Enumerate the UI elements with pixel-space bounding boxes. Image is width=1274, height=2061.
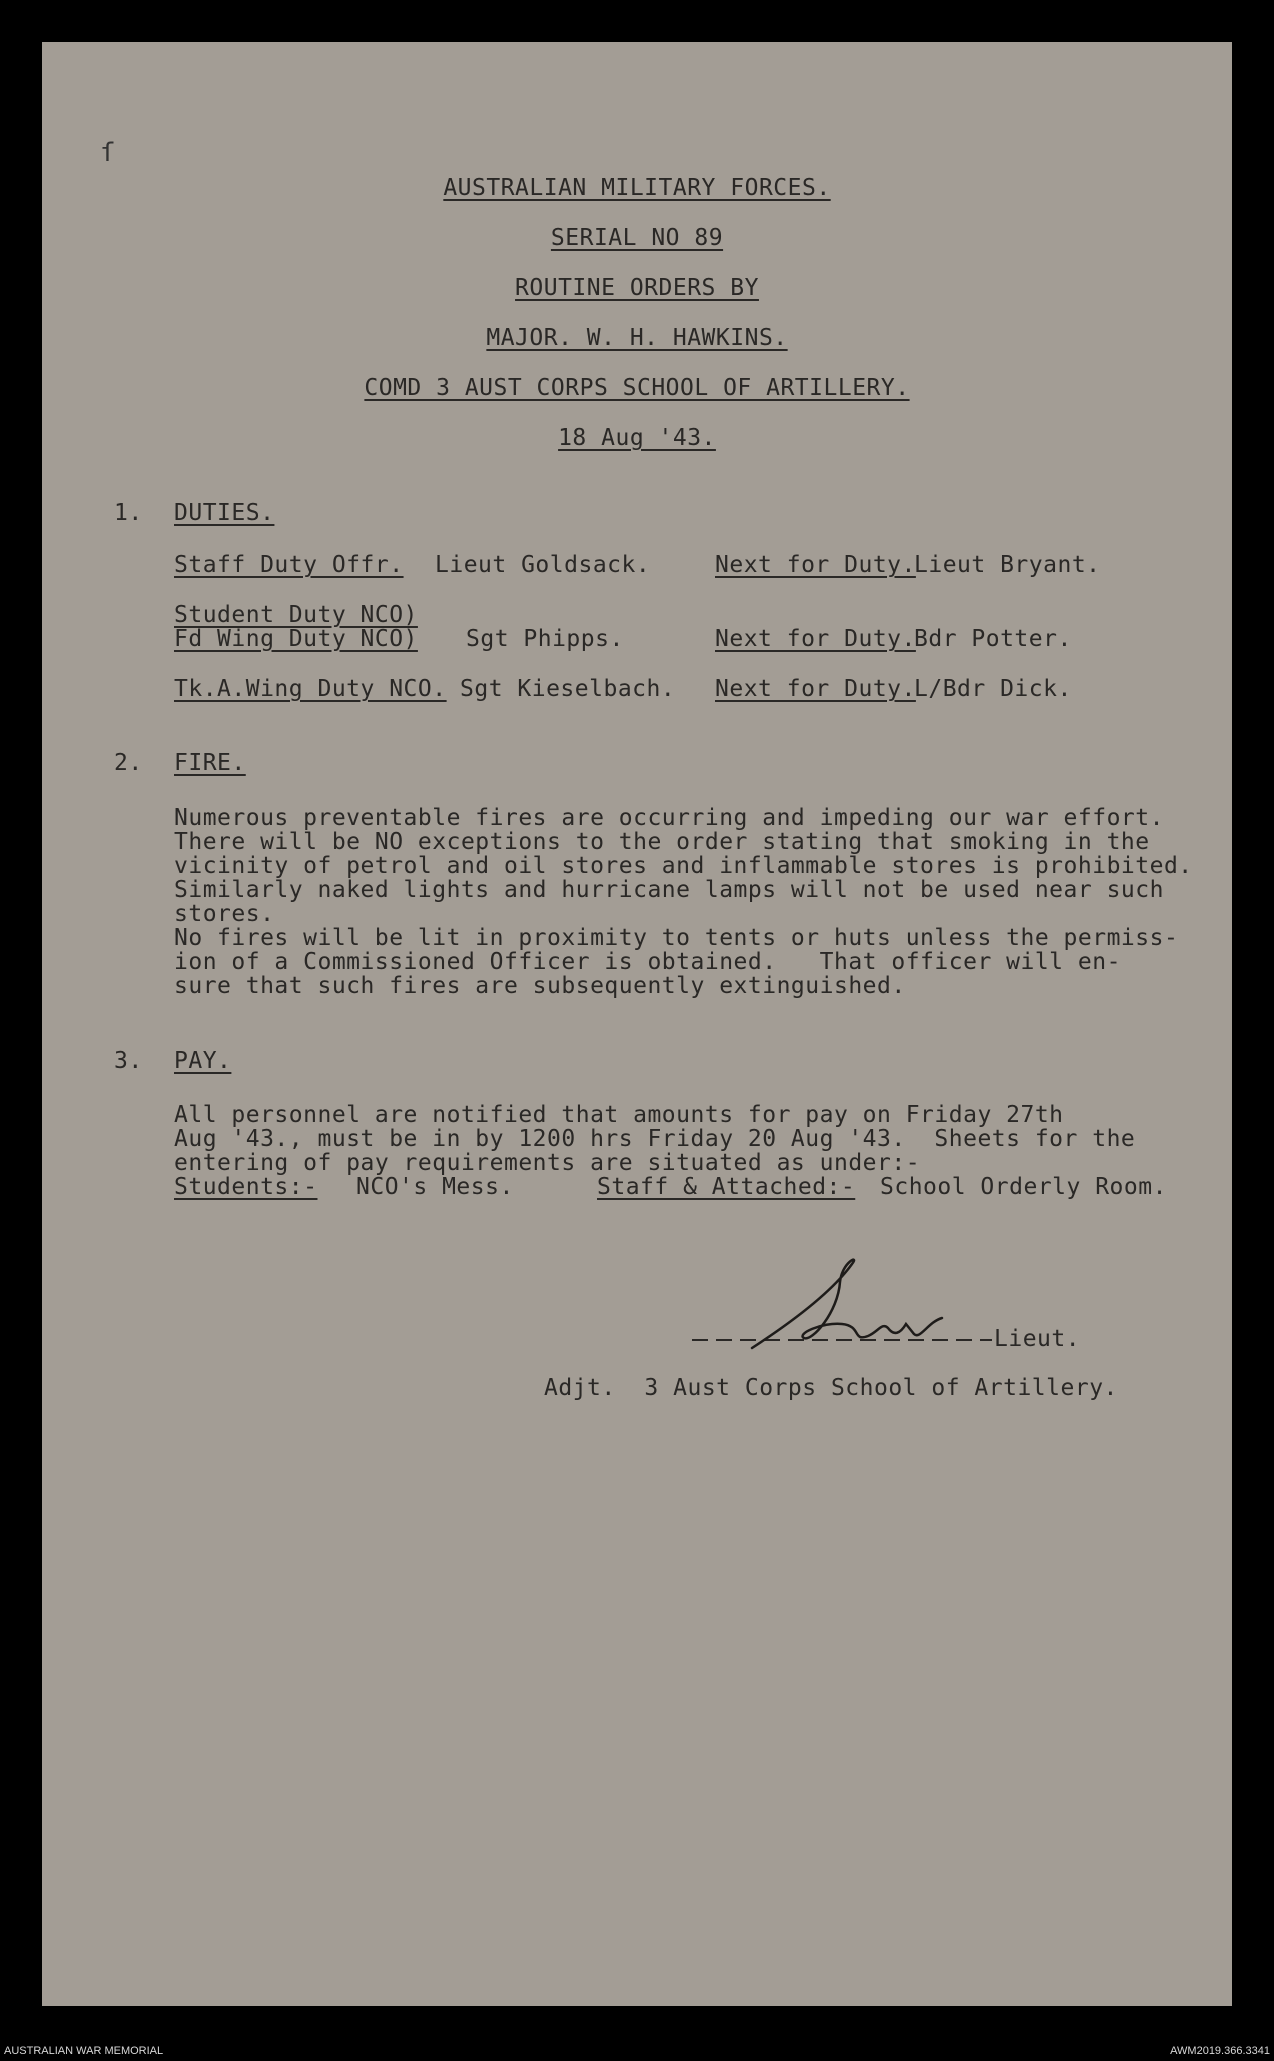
signatory-appointment: Adjt. 3 Aust Corps School of Artillery. — [544, 1375, 1118, 1401]
section-heading-duties: DUTIES. — [174, 500, 275, 526]
duty-role: Staff Duty Offr. — [174, 552, 404, 578]
duty-person: Sgt Kieselbach. — [460, 676, 676, 702]
duty-role: Student Duty NCO) — [174, 602, 418, 628]
header-title: AUSTRALIAN MILITARY FORCES. — [443, 175, 831, 201]
duty-person: Sgt Phipps. — [466, 626, 624, 652]
page-mark: ſ — [100, 138, 116, 168]
duty-role: Fd Wing Duty NCO) — [174, 626, 418, 652]
fire-text-line: vicinity of petrol and oil stores and inflammable stores is prohibited. — [174, 853, 1193, 879]
footer-source: AUSTRALIAN WAR MEMORIAL — [4, 2045, 164, 2057]
fire-text-line: sure that such fires are subsequently extinguished. — [174, 973, 906, 999]
next-duty-person: Bdr Potter. — [914, 626, 1072, 652]
pay-text-line: All personnel are notified that amounts for pay on Friday 27th — [174, 1102, 1064, 1128]
students-label: Students:- — [174, 1174, 318, 1200]
students-value: NCO's Mess. — [356, 1174, 514, 1200]
commander-name: MAJOR. W. H. HAWKINS. — [486, 325, 788, 351]
next-for-duty-label: Next for Duty. — [715, 626, 916, 652]
commander-unit: COMD 3 AUST CORPS SCHOOL OF ARTILLERY. — [364, 375, 910, 401]
section-number: 1. — [114, 500, 143, 526]
document-page — [42, 42, 1232, 2006]
next-duty-person: Lieut Bryant. — [914, 552, 1101, 578]
section-number: 2. — [114, 750, 143, 776]
pay-text-line: entering of pay requirements are situated as under:- — [174, 1150, 921, 1176]
fire-text-line: Similarly naked lights and hurricane lamps will not be used near such — [174, 877, 1164, 903]
staff-attached-value: School Orderly Room. — [880, 1174, 1167, 1200]
signatory-rank: Lieut. — [994, 1326, 1081, 1352]
section-heading-pay: PAY. — [174, 1048, 232, 1074]
duty-person: Lieut Goldsack. — [435, 552, 651, 578]
staff-attached-label: Staff & Attached:- — [597, 1174, 856, 1200]
serial-number: SERIAL NO 89 — [550, 225, 724, 251]
next-duty-person: L/Bdr Dick. — [914, 676, 1072, 702]
order-date: 18 Aug '43. — [558, 425, 716, 451]
routine-orders-by: ROUTINE ORDERS BY — [515, 275, 759, 301]
fire-text-line: ion of a Commissioned Officer is obtained. That officer will en- — [174, 949, 1121, 975]
fire-text-line: Numerous preventable fires are occurring and impeding our war effort. — [174, 805, 1164, 831]
next-for-duty-label: Next for Duty. — [715, 676, 916, 702]
pay-text-line: Aug '43., must be in by 1200 hrs Friday 20 Aug '43. Sheets for the — [174, 1126, 1136, 1152]
section-heading-fire: FIRE. — [174, 750, 246, 776]
fire-text-line: stores. — [174, 901, 275, 927]
handwritten-signature — [692, 1252, 1002, 1372]
fire-text-line: There will be NO exceptions to the order stating that smoking in the — [174, 829, 1150, 855]
fire-text-line: No fires will be lit in proximity to tents or huts unless the permiss- — [174, 925, 1179, 951]
next-for-duty-label: Next for Duty. — [715, 552, 916, 578]
duty-role: Tk.A.Wing Duty NCO. — [174, 676, 447, 702]
footer-accession-number: AWM2019.366.3341 — [1170, 2045, 1270, 2057]
section-number: 3. — [114, 1048, 143, 1074]
